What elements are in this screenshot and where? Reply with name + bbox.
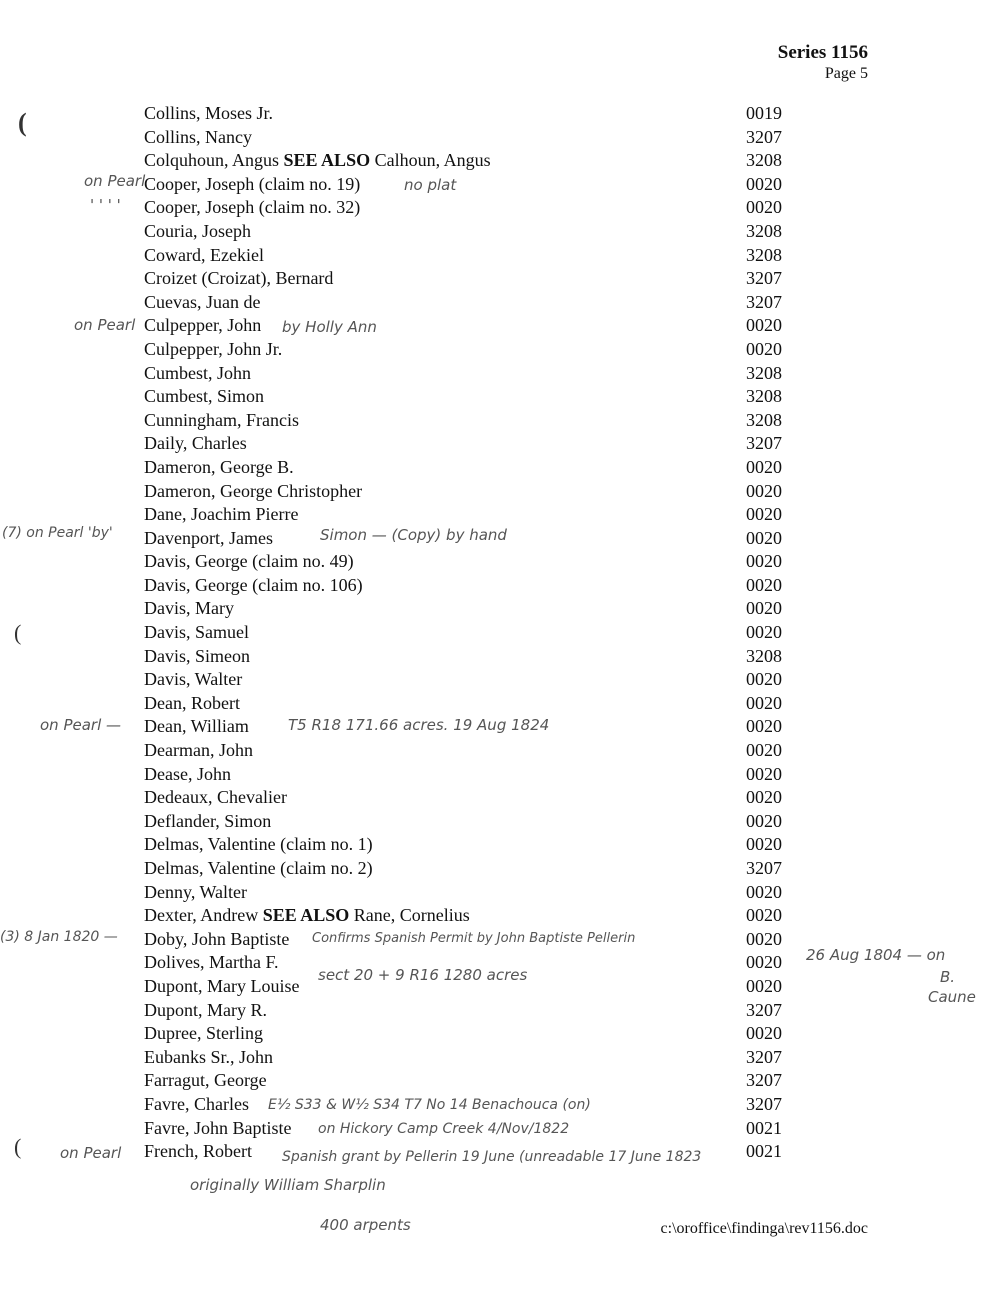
entry-name: Dupont, Mary Louise: [144, 975, 300, 996]
handwritten-note: no plat: [404, 176, 457, 194]
see-also-label: SEE ALSO: [283, 150, 371, 171]
entry-code: 3207: [746, 433, 782, 454]
entry-row: [0, 480, 992, 504]
handwritten-note: Spanish grant by Pellerin 19 June (unreadable 17 June 1823: [282, 1149, 702, 1165]
entry-row: [0, 668, 992, 692]
handwritten-note: originally William Sharplin: [190, 1176, 386, 1194]
entry-code: 0020: [746, 622, 782, 643]
entry-code: 0019: [746, 103, 782, 123]
entry-name: Collins, Moses Jr.: [144, 103, 274, 123]
entry-row: [0, 645, 992, 669]
entry-code: 0020: [746, 1023, 782, 1044]
entry-name: Eubanks Sr., John: [144, 1046, 274, 1067]
entry-name: Couria, Joseph: [144, 220, 251, 241]
entry-row: [0, 1069, 992, 1093]
entry-name: Davis, Walter: [144, 669, 243, 690]
entry-code: 0020: [746, 928, 782, 949]
entry-row: [0, 338, 992, 362]
entry-row: [0, 102, 992, 126]
entry-code: 0020: [746, 504, 782, 525]
margin-paren-1: (: [18, 108, 27, 137]
entry-name: Favre, Charles: [144, 1093, 249, 1114]
handwritten-note: Caune: [928, 988, 976, 1006]
entry-name: Dean, William: [144, 716, 249, 737]
entry-name-group: [144, 149, 491, 172]
entry-name: Cooper, Joseph (claim no. 19): [144, 173, 361, 194]
entry-name: Farragut, George: [144, 1070, 267, 1091]
entry-name: Delmas, Valentine (claim no. 2): [144, 858, 373, 878]
entry-name: Davenport, James: [144, 527, 273, 548]
entry-code: 0020: [746, 173, 782, 194]
entry-row: [0, 196, 992, 220]
entry-code: 0020: [746, 574, 782, 595]
entry-code: 0020: [746, 716, 782, 737]
entry-code: 3208: [746, 409, 782, 430]
entry-code: 0020: [746, 740, 782, 761]
entry-code: 3207: [746, 999, 782, 1020]
entry-code: 3207: [746, 1070, 782, 1091]
entry-row: [0, 1046, 992, 1070]
entry-name: Dameron, George B.: [144, 456, 294, 477]
entry-row: [0, 597, 992, 621]
entry-code: 0020: [746, 315, 782, 336]
entry-code: 3208: [746, 150, 782, 171]
entry-row: [0, 574, 992, 598]
handwritten-note: Simon — (Copy) by hand: [320, 526, 507, 544]
entry-row: [0, 432, 992, 456]
entry-code: 3208: [746, 362, 782, 383]
entry-code: 0020: [746, 692, 782, 713]
entry-row: [0, 763, 992, 787]
entry-code: 0020: [746, 975, 782, 996]
entry-code: 0020: [746, 881, 782, 902]
entry-name: Collins, Nancy: [144, 126, 252, 147]
entry-name: Dolives, Martha F.: [144, 952, 279, 973]
entry-name-group: [144, 904, 470, 927]
margin-paren-3: (: [14, 1134, 22, 1159]
entry-row: [0, 362, 992, 386]
entry-code: 3207: [746, 1093, 782, 1114]
entry-name: Cunningham, Francis: [144, 409, 299, 430]
handwritten-note: Confirms Spanish Permit by John Baptiste Pellerin: [312, 931, 636, 946]
entry-code: 0020: [746, 197, 782, 218]
entry-row: [0, 220, 992, 244]
entry-row: [0, 833, 992, 857]
entry-name: Cumbest, John: [144, 362, 252, 383]
handwritten-note: ' ' ' ': [90, 196, 121, 214]
entry-row: [0, 503, 992, 527]
entry-code: 3208: [746, 244, 782, 265]
entry-row: [0, 267, 992, 291]
page-number: Page 5: [824, 65, 868, 82]
handwritten-note: 400 arpents: [320, 1216, 411, 1234]
handwritten-note: (7) on Pearl 'by': [2, 525, 113, 541]
series-title: Series 1156: [777, 42, 868, 63]
entry-row: [0, 244, 992, 268]
see-also-name: Calhoun, Angus: [374, 150, 491, 171]
entry-name: Davis, Simeon: [144, 645, 250, 666]
entry-row: [0, 550, 992, 574]
entry-row: [0, 456, 992, 480]
entry-name: Doby, John Baptiste: [144, 928, 290, 949]
entry-row: [0, 881, 992, 905]
entry-name: Cuevas, Juan de: [144, 291, 261, 312]
entry-code: 0020: [746, 810, 782, 831]
entry-name: Denny, Walter: [144, 881, 248, 902]
handwritten-note: on Pearl —: [40, 716, 122, 734]
see-also-label: SEE ALSO: [262, 905, 350, 926]
entry-code: 3208: [746, 645, 782, 666]
margin-paren-2: (: [14, 620, 22, 645]
entry-code: 0020: [746, 834, 782, 855]
entry-code: 0020: [746, 952, 782, 973]
entry-name: Daily, Charles: [144, 433, 247, 454]
entry-code: 3207: [746, 126, 782, 147]
entry-name: Davis, George (claim no. 106): [144, 574, 363, 595]
entry-row: [0, 999, 992, 1023]
entry-code: 0020: [746, 456, 782, 477]
entry-code: 3208: [746, 386, 782, 407]
entry-name: Cumbest, Simon: [144, 386, 265, 407]
handwritten-note: on Pearl: [60, 1144, 122, 1162]
entry-row: [0, 149, 992, 173]
entry-row: [0, 314, 992, 338]
entry-code: 0020: [746, 338, 782, 359]
entry-code: 0020: [746, 527, 782, 548]
entry-row: [0, 857, 992, 881]
entry-name: Davis, Samuel: [144, 622, 249, 643]
handwritten-note: on Pearl: [74, 316, 136, 334]
handwritten-note: sect 20 + 9 R16 1280 acres: [318, 966, 528, 984]
entry-code: 0020: [746, 551, 782, 572]
entry-name: Delmas, Valentine (claim no. 1): [144, 834, 373, 855]
entry-name: Croizet (Croizat), Bernard: [144, 268, 334, 289]
entry-code: 0020: [746, 905, 782, 926]
entry-row: [0, 126, 992, 150]
handwritten-note: T5 R18 171.66 acres. 19 Aug 1824: [288, 716, 550, 734]
entry-name: Culpepper, John: [144, 315, 262, 336]
entry-code: 3208: [746, 220, 782, 241]
handwritten-note: on Pearl: [84, 172, 146, 190]
entry-code: 0021: [746, 1117, 782, 1138]
entry-row: [0, 621, 992, 645]
handwritten-note: B.: [940, 968, 956, 986]
entry-row: [0, 385, 992, 409]
entry-name: Coward, Ezekiel: [144, 244, 264, 265]
file-path-footer: c:\oroffice\findinga\rev1156.doc: [660, 1220, 868, 1237]
entry-row: [0, 810, 992, 834]
entry-row: [0, 173, 992, 197]
entry-name: Dane, Joachim Pierre: [144, 504, 299, 525]
handwritten-note: by Holly Ann: [282, 318, 377, 336]
entry-name: Deflander, Simon: [144, 810, 272, 831]
entry-name: Cooper, Joseph (claim no. 32): [144, 197, 361, 218]
entry-name: Dedeaux, Chevalier: [144, 787, 287, 808]
entry-code: 0021: [746, 1141, 782, 1162]
entry-row: [0, 1022, 992, 1046]
entry-name: Dean, Robert: [144, 692, 240, 713]
entry-row: [0, 692, 992, 716]
handwritten-note: on Hickory Camp Creek 4/Nov/1822: [318, 1121, 570, 1137]
entry-code: 3207: [746, 268, 782, 289]
entry-row: [0, 291, 992, 315]
entry-code: 3207: [746, 1046, 782, 1067]
entry-code: 0020: [746, 763, 782, 784]
entry-name: Dupont, Mary R.: [144, 999, 267, 1020]
see-also-name: Rane, Cornelius: [353, 905, 470, 926]
entry-code: 0020: [746, 480, 782, 501]
entry-row: [0, 409, 992, 433]
entry-name: Culpepper, John Jr.: [144, 338, 283, 359]
entry-code: 3207: [746, 858, 782, 878]
entry-row: [0, 739, 992, 763]
entry-code: 0020: [746, 598, 782, 619]
entry-code: 0020: [746, 787, 782, 808]
entry-name: Davis, Mary: [144, 598, 234, 619]
entry-name: Colquhoun, Angus: [144, 150, 280, 171]
entry-name: Dexter, Andrew: [144, 905, 259, 926]
entry-name: Dease, John: [144, 763, 231, 784]
entry-code: 0020: [746, 669, 782, 690]
entry-row: [0, 904, 992, 928]
entry-code: 3207: [746, 291, 782, 312]
entry-name: Dearman, John: [144, 740, 253, 761]
handwritten-note: E½ S33 & W½ S34 T7 No 14 Benachouca (on): [268, 1097, 591, 1113]
handwritten-note: (3) 8 Jan 1820 —: [0, 929, 118, 945]
entry-name: Davis, George (claim no. 49): [144, 551, 354, 572]
entry-name: Dameron, George Christopher: [144, 480, 363, 501]
handwritten-note: 26 Aug 1804 — on: [806, 946, 946, 964]
entry-list: [0, 102, 992, 1164]
entry-name: French, Robert: [144, 1141, 252, 1162]
entry-row: [0, 786, 992, 810]
entry-name: Favre, John Baptiste: [144, 1117, 292, 1138]
entry-name: Dupree, Sterling: [144, 1023, 263, 1044]
